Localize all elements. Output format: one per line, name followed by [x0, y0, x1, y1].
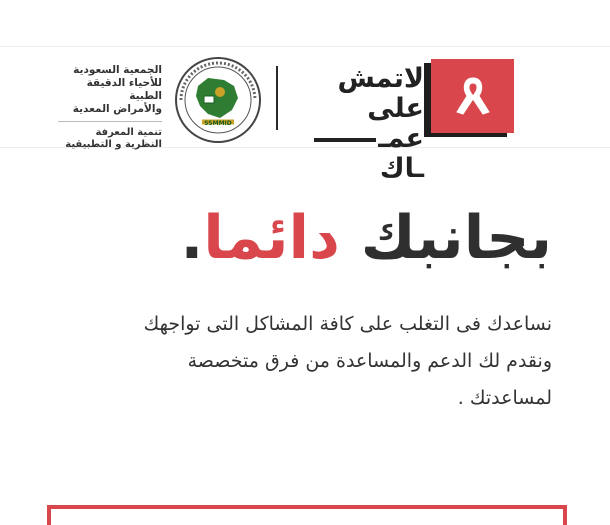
society-tagline-line1: تنمية المعرفة	[95, 127, 162, 138]
society-rule	[58, 121, 162, 122]
society-name	[58, 64, 162, 151]
campaign-logo[interactable]	[431, 59, 514, 133]
hero-body	[40, 306, 552, 417]
campaign-title-line2-start: عمـ	[378, 123, 424, 154]
top-strip	[0, 0, 610, 47]
campaign-title-line2	[286, 124, 424, 184]
society-name-line2: للأحياء الدقيقة الطبية	[86, 77, 162, 102]
hero-title-accent: دائما	[203, 203, 340, 273]
hero-body-line1: نساعدك فى التغلب على كافة المشاكل التى تواجهك	[143, 313, 552, 335]
awareness-ribbon-icon	[453, 72, 493, 120]
header-divider	[276, 66, 278, 130]
hero-title	[180, 198, 552, 278]
society-seal	[174, 56, 262, 144]
campaign-title-bar	[314, 138, 376, 142]
hero-body-line2: ونقدم لك الدعم والمساعدة من فرق متخصصة	[187, 350, 552, 372]
hero-body-line3: لمساعدتك .	[457, 387, 552, 409]
society-seal-icon	[174, 56, 262, 144]
society-name-line1: الجمعية السعودية	[73, 64, 162, 76]
society-tagline-line2: النظرية و التطبيقية	[65, 139, 162, 150]
seal-abbrev: SSMMID	[204, 120, 232, 127]
campaign-title-line1: لاتمش على	[337, 63, 424, 124]
society-name-line3: والأمراض المعدية	[72, 103, 162, 115]
campaign-title-line2-end: ـاك	[379, 153, 424, 184]
hero-title-end: .	[180, 203, 204, 273]
campaign-title	[286, 64, 424, 184]
bottom-card	[47, 505, 567, 525]
hero-title-main: بجانبك	[360, 203, 552, 273]
